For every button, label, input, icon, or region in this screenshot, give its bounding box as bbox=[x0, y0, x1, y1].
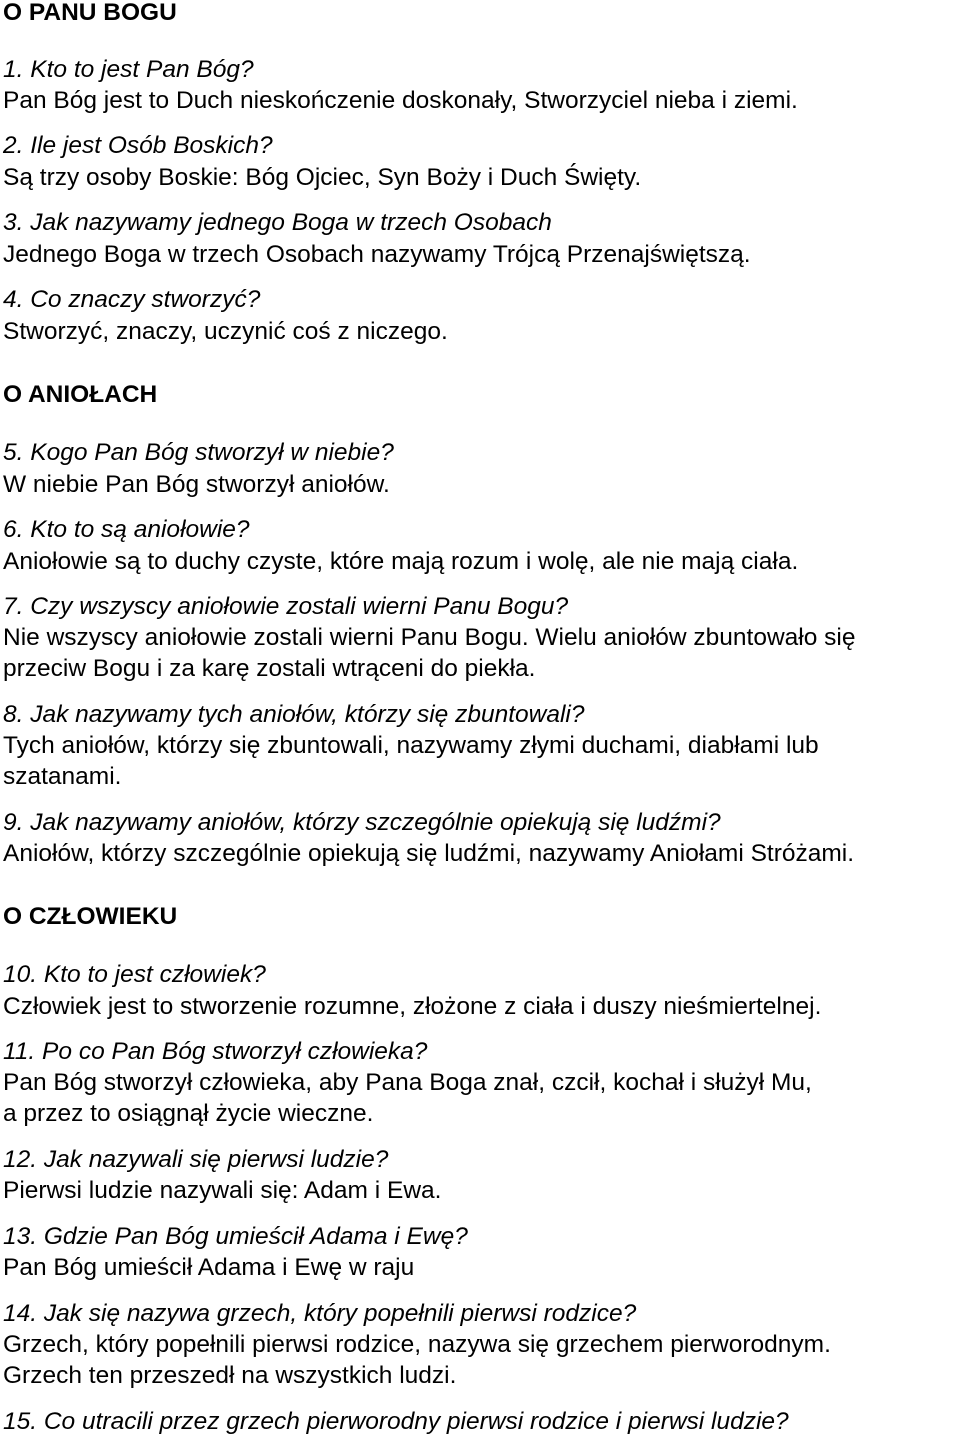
answer-12: Pierwsi ludzie nazywali się: Adam i Ewa. bbox=[3, 1177, 442, 1204]
question-13: 13. Gdzie Pan Bóg umieścił Adama i Ewę? bbox=[3, 1223, 468, 1250]
question-6: 6. Kto to są aniołowie? bbox=[3, 516, 250, 543]
question-11: 11. Po co Pan Bóg stworzył człowieka? bbox=[3, 1038, 428, 1065]
answer-6: Aniołowie są to duchy czyste, które mają rozum i wolę, ale nie mają ciała. bbox=[3, 548, 799, 575]
section-heading: O PANU BOGU bbox=[3, 0, 177, 26]
answer-11-line-2: a przez to osiągnął życie wieczne. bbox=[3, 1100, 374, 1127]
answer-5: W niebie Pan Bóg stworzył aniołów. bbox=[3, 471, 390, 498]
answer-4: Stworzyć, znaczy, uczynić coś z niczego. bbox=[3, 318, 448, 345]
question-1: 1. Kto to jest Pan Bóg? bbox=[3, 56, 254, 83]
answer-10: Człowiek jest to stworzenie rozumne, złożone z ciała i duszy nieśmiertelnej. bbox=[3, 993, 822, 1020]
question-12: 12. Jak nazywali się pierwsi ludzie? bbox=[3, 1146, 389, 1173]
answer-1: Pan Bóg jest to Duch nieskończenie doskonały, Stworzyciel nieba i ziemi. bbox=[3, 87, 798, 114]
answer-8-line-2: szatanami. bbox=[3, 763, 122, 790]
question-5: 5. Kogo Pan Bóg stworzył w niebie? bbox=[3, 439, 394, 466]
answer-7-line-1: Nie wszyscy aniołowie zostali wierni Panu Bogu. Wielu aniołów zbuntowało się bbox=[3, 624, 856, 651]
answer-2: Są trzy osoby Boskie: Bóg Ojciec, Syn Boży i Duch Święty. bbox=[3, 164, 642, 191]
question-15: 15. Co utracili przez grzech pierworodny pierwsi rodzice i pierwsi ludzie? bbox=[3, 1408, 789, 1435]
answer-8-line-1: Tych aniołów, którzy się zbuntowali, nazywamy złymi duchami, diabłami lub bbox=[3, 732, 819, 759]
answer-13: Pan Bóg umieścił Adama i Ewę w raju bbox=[3, 1254, 415, 1281]
question-2: 2. Ile jest Osób Boskich? bbox=[3, 132, 273, 159]
question-7: 7. Czy wszyscy aniołowie zostali wierni Panu Bogu? bbox=[3, 593, 569, 620]
answer-7-line-2: przeciw Bogu i za karę zostali wtrąceni do piekła. bbox=[3, 655, 536, 682]
answer-14-line-2: Grzech ten przeszedł na wszystkich ludzi. bbox=[3, 1362, 457, 1389]
question-3: 3. Jak nazywamy jednego Boga w trzech Osobach bbox=[3, 209, 552, 236]
answer-3: Jednego Boga w trzech Osobach nazywamy Trójcą Przenajświętszą. bbox=[3, 241, 751, 268]
question-14: 14. Jak się nazywa grzech, który popełnili pierwsi rodzice? bbox=[3, 1300, 637, 1327]
question-8: 8. Jak nazywamy tych aniołów, którzy się zbuntowali? bbox=[3, 701, 585, 728]
question-4: 4. Co znaczy stworzyć? bbox=[3, 286, 261, 313]
question-9: 9. Jak nazywamy aniołów, którzy szczególnie opiekują się ludźmi? bbox=[3, 809, 721, 836]
section-heading: O CZŁOWIEKU bbox=[3, 903, 178, 930]
section-heading: O ANIOŁACH bbox=[3, 381, 158, 408]
answer-14-line-1: Grzech, który popełnili pierwsi rodzice, nazywa się grzechem pierworodnym. bbox=[3, 1331, 831, 1358]
answer-9: Aniołów, którzy szczególnie opiekują się ludźmi, nazywamy Aniołami Stróżami. bbox=[3, 840, 855, 867]
question-10: 10. Kto to jest człowiek? bbox=[3, 961, 266, 988]
answer-11-line-1: Pan Bóg stworzył człowieka, aby Pana Boga znał, czcił, kochał i służył Mu, bbox=[3, 1069, 812, 1096]
